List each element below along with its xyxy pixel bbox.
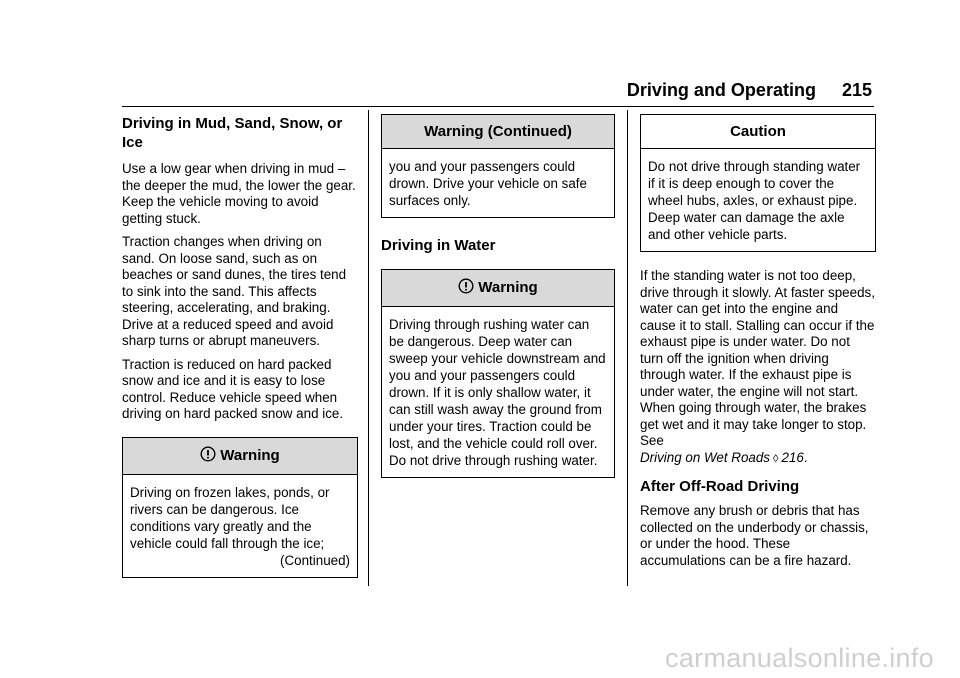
page-number: 215 (841, 80, 872, 100)
warning-body: Driving through rushing water can be dangerous. Deep water can sweep your vehicle downstream and you and your passengers could drown. If it is only shallow water, it can still wash away the ground from under your tires. Traction could be lost, and the vehicle could roll over. Do not drive through rushing water. (389, 317, 606, 468)
xref-link[interactable]: Driving on Wet Roads (640, 449, 770, 465)
warning-box-water (381, 269, 615, 478)
column-2 (381, 114, 615, 478)
xref-page[interactable]: 216 (781, 449, 804, 465)
warning-title: Warning (220, 446, 280, 464)
watermark: carmanualsonline.info (665, 643, 934, 673)
section-title: Driving and Operating (626, 80, 816, 100)
warning-body (123, 475, 357, 577)
continued-label: (Continued) (280, 552, 350, 568)
column-1 (122, 114, 358, 578)
warning-continued-box (381, 114, 615, 218)
warning-header (123, 438, 357, 475)
column-divider (368, 110, 369, 586)
warning-header (382, 270, 614, 307)
paragraph: If the standing water is not too deep, drive through it slowly. At faster speeds, water can get into the engine and cause it to stall. Stalling can occur if the exhaust pipe is under water. Do not turn off the ignition when driving through water. If the exhaust pipe is under water, the engine will not start. When going through water, the brakes get wet and it may take longer to stop. See Driving on Wet Roads ◊ 216. (640, 268, 876, 467)
warning-title: Warning (478, 279, 538, 296)
paragraph: Traction is reduced on hard packed snow and ice and it is easy to lose control. Reduce vehicle speed when driving on hard packed snow and ice. (122, 356, 344, 421)
column-3 (640, 114, 876, 569)
warning-box-ice (122, 437, 358, 578)
paragraph: Use a low gear when driving in mud – the deeper the mud, the lower the gear. Keep the vehicle moving to avoid getting stuck. (122, 161, 356, 226)
warning-continued-body: you and your passengers could drown. Drive your vehicle on safe surfaces only. (389, 159, 587, 208)
column-divider (627, 110, 628, 586)
heading-driving-in-water: Driving in Water (381, 237, 496, 254)
warning-caution-icon (458, 278, 474, 298)
caution-header: Caution (641, 115, 875, 149)
heading-mud-sand-snow-ice: Driving in Mud, Sand, Snow, or Ice (122, 115, 343, 151)
paragraph: Traction changes when driving on sand. On loose sand, such as on beaches or sand dunes, the tires tend to sink into the sand. This affects steering, accelerating, and braking. Drive at a reduced speed and avoid sharp turns or abrupt maneuvers. (122, 234, 347, 348)
warning-caution-icon (200, 446, 216, 466)
heading-after-off-road: After Off-Road Driving (640, 478, 800, 495)
header-rule (122, 106, 874, 107)
running-header (627, 80, 872, 101)
warning-text: Driving on frozen lakes, ponds, or rivers can be dangerous. Ice conditions vary greatly and the vehicle could fall through the ice; (130, 484, 330, 551)
caution-body: Do not drive through standing water if it is deep enough to cover the wheel hubs, axles, or exhaust pipe. Deep water can damage the axle and other vehicle parts. (648, 159, 861, 242)
warning-continued-header: Warning (Continued) (382, 115, 614, 149)
paragraph: Remove any brush or debris that has collected on the underbody or chassis, or under the hood. These accumulations can be a fire hazard. (640, 503, 869, 568)
caution-box (640, 114, 876, 252)
xref-symbol: ◊ (773, 452, 779, 465)
